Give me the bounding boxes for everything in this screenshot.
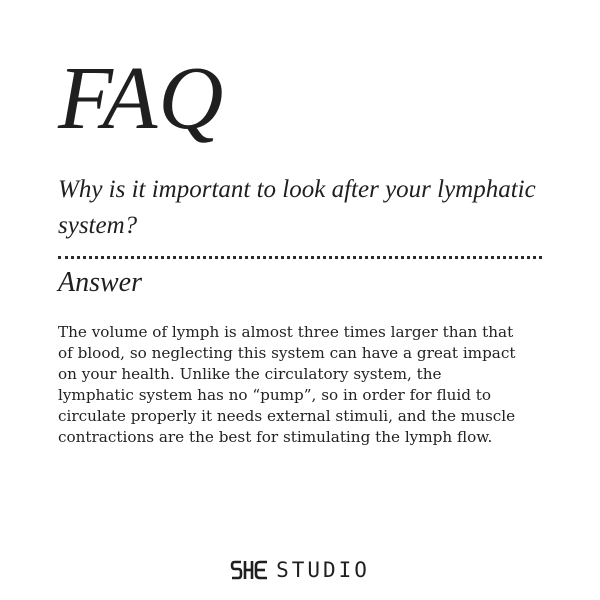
answer-heading: Answer — [58, 267, 142, 298]
dotted-divider — [58, 256, 542, 259]
answer-line: contractions are the best for stimulating the lymph flow. — [58, 428, 493, 446]
answer-line: lymphatic system has no “pump”, so in order for fluid to — [58, 386, 492, 404]
answer-line: The volume of lymph is almost three times larger than that — [58, 323, 514, 341]
faq-question: Why is it important to look after your lymphatic system? — [58, 176, 536, 239]
page-title: FAQ — [58, 49, 225, 148]
answer-body — [58, 322, 548, 448]
answer-line: on your health. Unlike the circulatory system, the — [58, 365, 442, 383]
brand-name: STUDIO — [276, 557, 370, 582]
answer-line: of blood, so neglecting this system can have a great impact — [58, 344, 516, 362]
she-logo-mark-icon — [230, 558, 270, 582]
brand-logo — [0, 558, 600, 582]
answer-line: circulate properly it needs external stimuli, and the muscle — [58, 407, 516, 425]
